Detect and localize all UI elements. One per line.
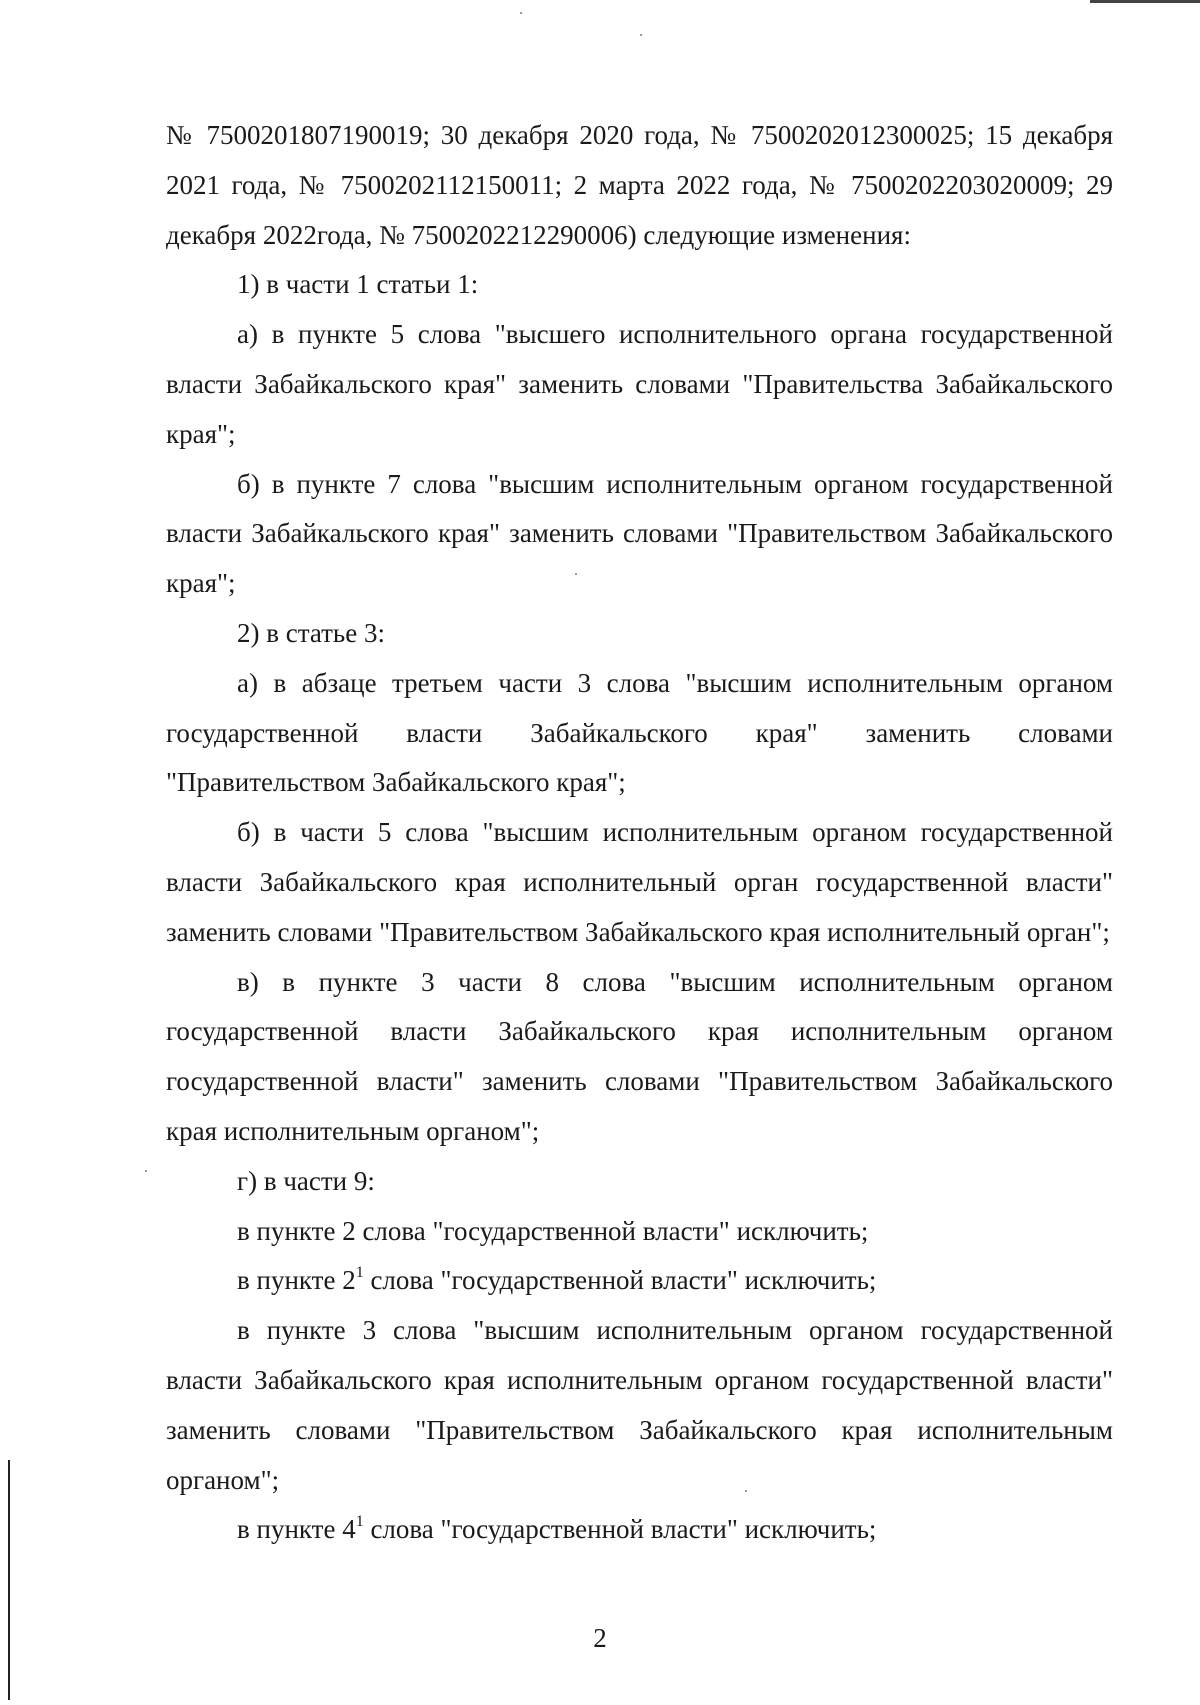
point-number: в пункте 4 bbox=[237, 1514, 356, 1545]
paragraph: а) в абзаце третьем части 3 слова "высшим исполнительным органом государственной власти Забайкальского края" заменить словами "Правительством Забайкальского края"; bbox=[166, 667, 1113, 798]
scan-edge-line bbox=[8, 1460, 10, 1700]
paragraph: б) в части 5 слова "высшим исполнительным органом государственной власти Забайкальского края исполнительный орган государственной власти" заменить словами "Правительством Забайкальского края исполнительный орган"; bbox=[166, 817, 1113, 947]
paragraph-point-4-1 bbox=[166, 1505, 1113, 1555]
paragraph: № 7500201807190019; 30 декабря 2020 года, № 7500202012300025; 15 декабря 2021 года, № 7500202112150011; 2 марта 2022 года, № 7500202203020009; 29 декабря 2022года, № 7500202212290006) следующие изменения: bbox=[166, 120, 1113, 250]
paragraph: в) в пункте 3 части 8 слова "высшим исполнительным органом государственной власти Забайкальского края исполнительным органом государственной власти" заменить словами "Правительством Забайкальского края исполнительным органом"; bbox=[166, 966, 1113, 1146]
paragraph: г) в части 9: bbox=[237, 1165, 375, 1196]
page-number: 2 bbox=[593, 1623, 607, 1653]
point-text: слова "государственной власти" исключить; bbox=[363, 1514, 877, 1545]
scan-speck bbox=[640, 34, 642, 36]
paragraph: 2) в статье 3: bbox=[237, 617, 385, 648]
point-text: слова "государственной власти" исключить; bbox=[363, 1265, 877, 1296]
document-body bbox=[166, 111, 1113, 1555]
point-number: в пункте 2 bbox=[237, 1265, 356, 1296]
paragraph: 1) в части 1 статьи 1: bbox=[237, 269, 479, 300]
scan-edge-line bbox=[1090, 0, 1200, 3]
scan-speck bbox=[520, 12, 522, 14]
paragraph: в пункте 3 слова "высшим исполнительным органом государственной власти Забайкальского края исполнительным органом государственной власти" заменить словами "Правительством Забайкальского края исполнительным органом"; bbox=[166, 1315, 1113, 1495]
paragraph: а) в пункте 5 слова "высшего исполнительного органа государственной власти Забайкальского края" заменить словами "Правительства Забайкальского края"; bbox=[166, 319, 1113, 449]
superscript: 1 bbox=[355, 1264, 364, 1282]
superscript: 1 bbox=[355, 1513, 364, 1531]
paragraph-point-2-1 bbox=[166, 1256, 1113, 1306]
paragraph: б) в пункте 7 слова "высшим исполнительным органом государственной власти Забайкальского края" заменить словами "Правительством Забайкальского края"; bbox=[166, 468, 1113, 599]
scan-speck bbox=[145, 1170, 147, 1172]
paragraph: в пункте 2 слова "государственной власти" исключить; bbox=[237, 1215, 869, 1246]
